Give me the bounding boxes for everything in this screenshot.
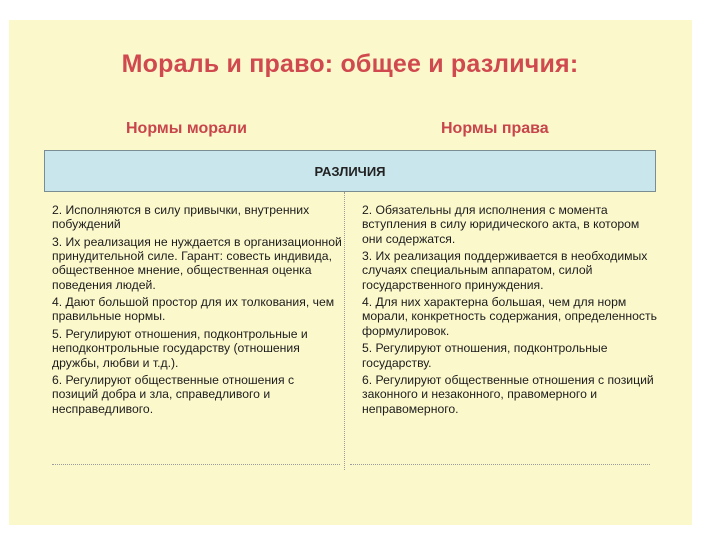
section-label: РАЗЛИЧИЯ — [314, 163, 386, 179]
morals-item: 4. Дают большой простор для их толкования, чем правильные нормы. — [52, 295, 335, 324]
law-item: 6. Регулируют общественные отношения с позиций законного и незаконного, правомерного и неправомерного. — [362, 373, 654, 416]
morals-item: 2. Исполняются в силу привычки, внутренних побуждений — [52, 203, 310, 232]
morals-column — [52, 203, 342, 419]
section-band — [44, 150, 656, 192]
slide-title: Мораль и право: общее и различия: — [121, 50, 579, 78]
morals-item: 3. Их реализация не нуждается в организационной принудительной силе. Гарант: совесть индивида, общественное мнение, общественная оценка поведения людей. — [52, 234, 342, 292]
law-item: 3. Их реализация поддерживается в необходимых случаях специальным аппаратом, силой государственного принуждения. — [362, 249, 648, 292]
law-item: 5. Регулируют отношения, подконтрольные государству. — [362, 341, 608, 370]
column-divider — [344, 192, 345, 470]
bottom-rule-left — [52, 464, 340, 465]
law-item: 2. Обязательны для исполнения с момента вступления в силу юридического акта, в котором они содержатся. — [362, 203, 640, 246]
law-column — [362, 203, 657, 419]
bottom-rule-right — [350, 464, 650, 465]
morals-item: 5. Регулируют отношения, подконтрольные и неподконтрольные государству (отношения дружбы, любви и т.д.). — [52, 326, 308, 370]
header-morals: Нормы морали — [126, 120, 247, 137]
law-item: 4. Для них характерна большая, чем для норм морали, конкретность содержания, определенность формулировок. — [362, 295, 657, 338]
morals-item: 6. Регулируют общественные отношения с позиций добра и зла, справедливого и несправедливого. — [52, 373, 295, 416]
header-law: Нормы права — [441, 120, 549, 137]
